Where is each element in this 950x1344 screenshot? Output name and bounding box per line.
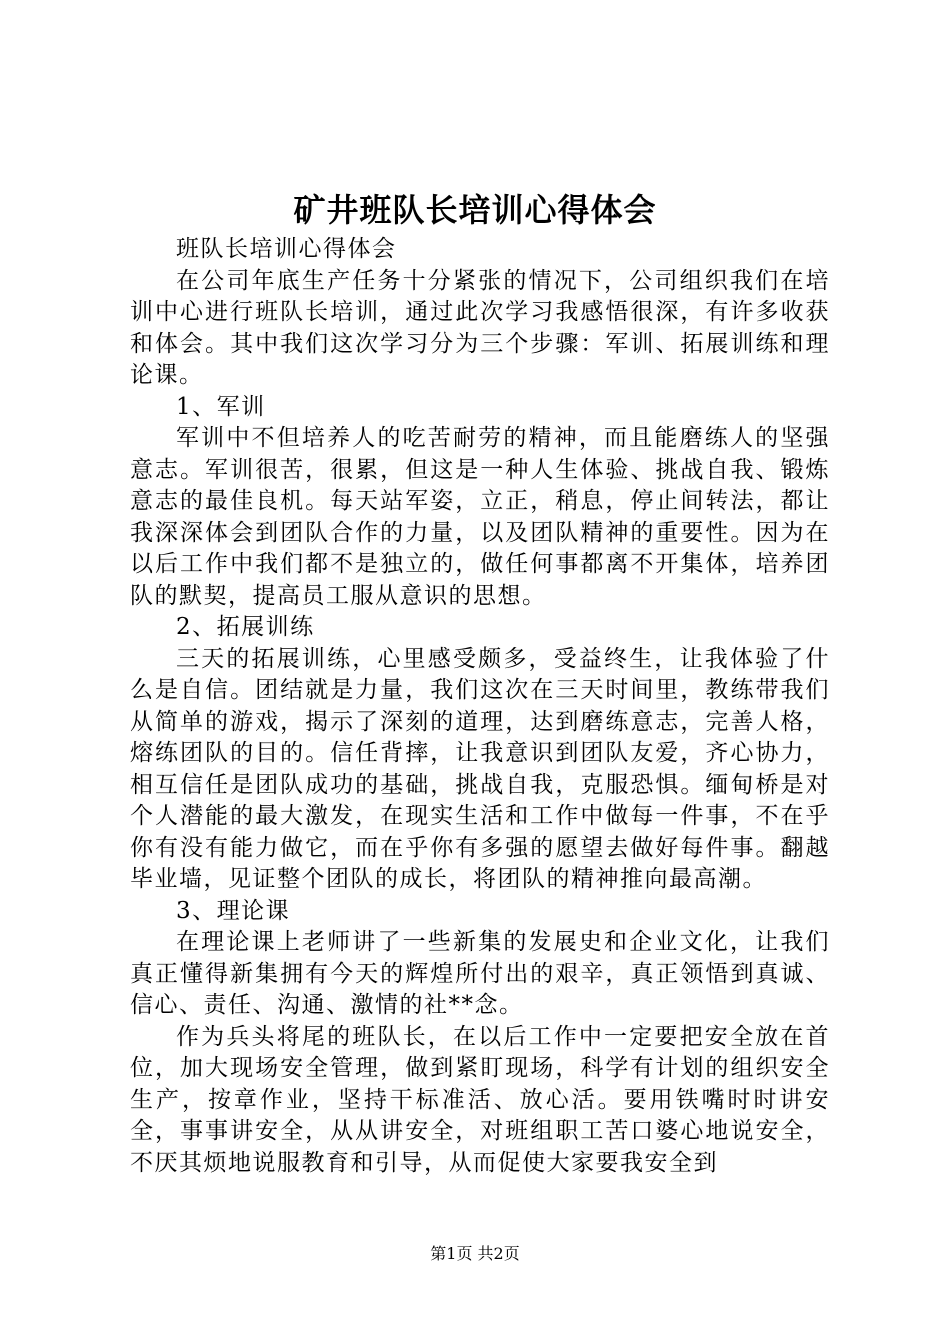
page-number: 第1页 共2页 — [430, 1244, 520, 1263]
document-body — [130, 234, 830, 1179]
section-heading-outward-bound: 2、拓展训练 — [176, 614, 315, 640]
section-heading-theory: 3、理论课 — [176, 897, 291, 924]
section-heading-military-training: 1、军训 — [176, 393, 266, 420]
intro-paragraph: 在公司年底生产任务十分紧张的情况下，公司组织我们在培训中心进行班队长培训，通过此次学习我感悟很深，有许多收获和体会。其中我们这次学习分为三个步骤：军训、拓展训练和理论课。 — [130, 267, 830, 388]
conclusion-paragraph: 作为兵头将尾的班队长，在以后工作中一定要把安全放在首位，加大现场安全管理，做到紧盯现场，科学有计划的组织安全生产，按章作业，坚持干标准活、放心活。要用铁嘴时时讲安全，事事讲安全，从从讲安全，对班组职工苦口婆心地说安全，不厌其烦地说服教育和引导，从而促使大家要我安全到 — [130, 1023, 830, 1176]
subtitle-paragraph: 班队长培训心得体会 — [176, 236, 397, 262]
page-title: 矿井班队长培训心得体会 — [293, 191, 657, 229]
outward-bound-paragraph: 三天的拓展训练，心里感受颇多，受益终生，让我体验了什么是自信。团结就是力量，我们这次在三天时间里，教练带我们从简单的游戏，揭示了深刻的道理，达到磨练意志，完善人格，熔练团队的目的。信任背摔，让我意识到团队友爱，齐心协力，相互信任是团队成功的基础，挑战自我，克服恐惧。缅甸桥是对个人潜能的最大激发，在现实生活和工作中做每一件事，不在乎你有没有能力做它，而在乎你有多强的愿望去做好每件事。翻越毕业墙，见证整个团队的成长，将团队的精神推向最高潮。 — [130, 645, 830, 892]
military-training-paragraph: 军训中不但培养人的吃苦耐劳的精神，而且能磨练人的坚强意志。军训很苦，很累，但这是一种人生体验、挑战自我、锻炼意志的最佳良机。每天站军姿，立正，稍息，停止间转法，都让我深深体会到团队合作的力量，以及团队精神的重要性。因为在以后工作中我们都不是独立的，做任何事都离不开集体，培养团队的默契，提高员工服从意识的思想。 — [130, 425, 830, 609]
theory-paragraph: 在理论课上老师讲了一些新集的发展史和企业文化，让我们真正懂得新集拥有今天的辉煌所付出的艰辛，真正领悟到真诚、信心、责任、沟通、激情的社**念。 — [130, 929, 830, 1018]
